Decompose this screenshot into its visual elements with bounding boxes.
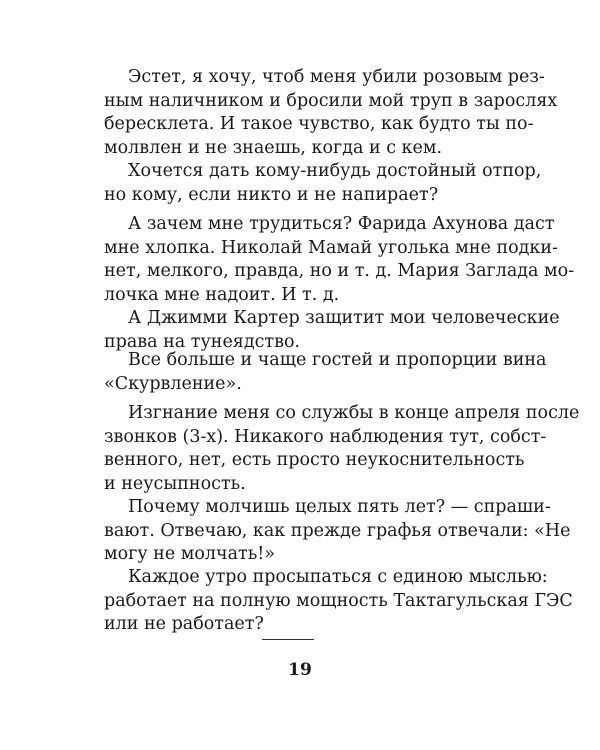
text-line: могу не молчать!»: [104, 544, 275, 564]
text-line: молвлен и не знаешь, когда и с кем.: [104, 137, 443, 158]
text-line: Почему молчишь целых пять лет? — спраши-: [128, 497, 551, 517]
paragraph: [104, 160, 542, 207]
text-line: мне хлопка. Николай Мамай уголька мне подки-: [104, 237, 558, 258]
paragraph: [104, 402, 580, 496]
text-line: нет, мелкого, правда, но и т. д. Мария Заглада мо-: [104, 261, 575, 281]
paragraph: [104, 496, 571, 567]
text-line: Каждое утро просыпаться с единою мыслью:: [128, 567, 548, 587]
text-line: «Скурвление».: [104, 373, 242, 394]
text-line: или не работает?: [104, 614, 264, 634]
text-line: звонков (3-х). Никакого наблюдения тут, собст-: [104, 426, 547, 447]
paragraph: [104, 66, 558, 160]
page-number: 19: [288, 660, 312, 680]
text-line: ным наличником и бросили мой труп в зарослях: [104, 90, 558, 111]
text-line: и неусыпность.: [104, 473, 246, 494]
footer-divider: [262, 639, 314, 640]
text-line: А Джимми Картер защитит мои человеческие: [128, 308, 560, 328]
text-line: Все больше и чаще гостей и пропорции вина: [128, 350, 547, 370]
text-line: Хочется дать кому-нибудь достойный отпор,: [128, 161, 542, 181]
text-line: венного, нет, есть просто неукоснительность: [104, 450, 525, 470]
paragraph: [104, 349, 547, 396]
text-line: права на тунеядство.: [104, 331, 301, 352]
text-line: работает на полную мощность Тактагульская ГЭС: [104, 590, 573, 611]
paragraph: [104, 566, 573, 637]
text-line: лочка мне надоит. И т. д.: [104, 284, 340, 305]
text-line: А зачем мне трудиться? Фарида Ахунова даст: [128, 214, 555, 234]
text-line: но кому, если никто и не напирает?: [104, 184, 439, 205]
text-line: Изгнание меня со службы в конце апреля после: [128, 403, 580, 423]
text-line: Эстет, я хочу, чтоб меня убили розовым рез-: [128, 67, 545, 87]
text-line: бересклета. И такое чувство, как будто ты по-: [104, 114, 534, 134]
text-line: вают. Отвечаю, как прежде графья отвечали: «Не: [104, 520, 571, 541]
paragraph: [104, 213, 575, 354]
